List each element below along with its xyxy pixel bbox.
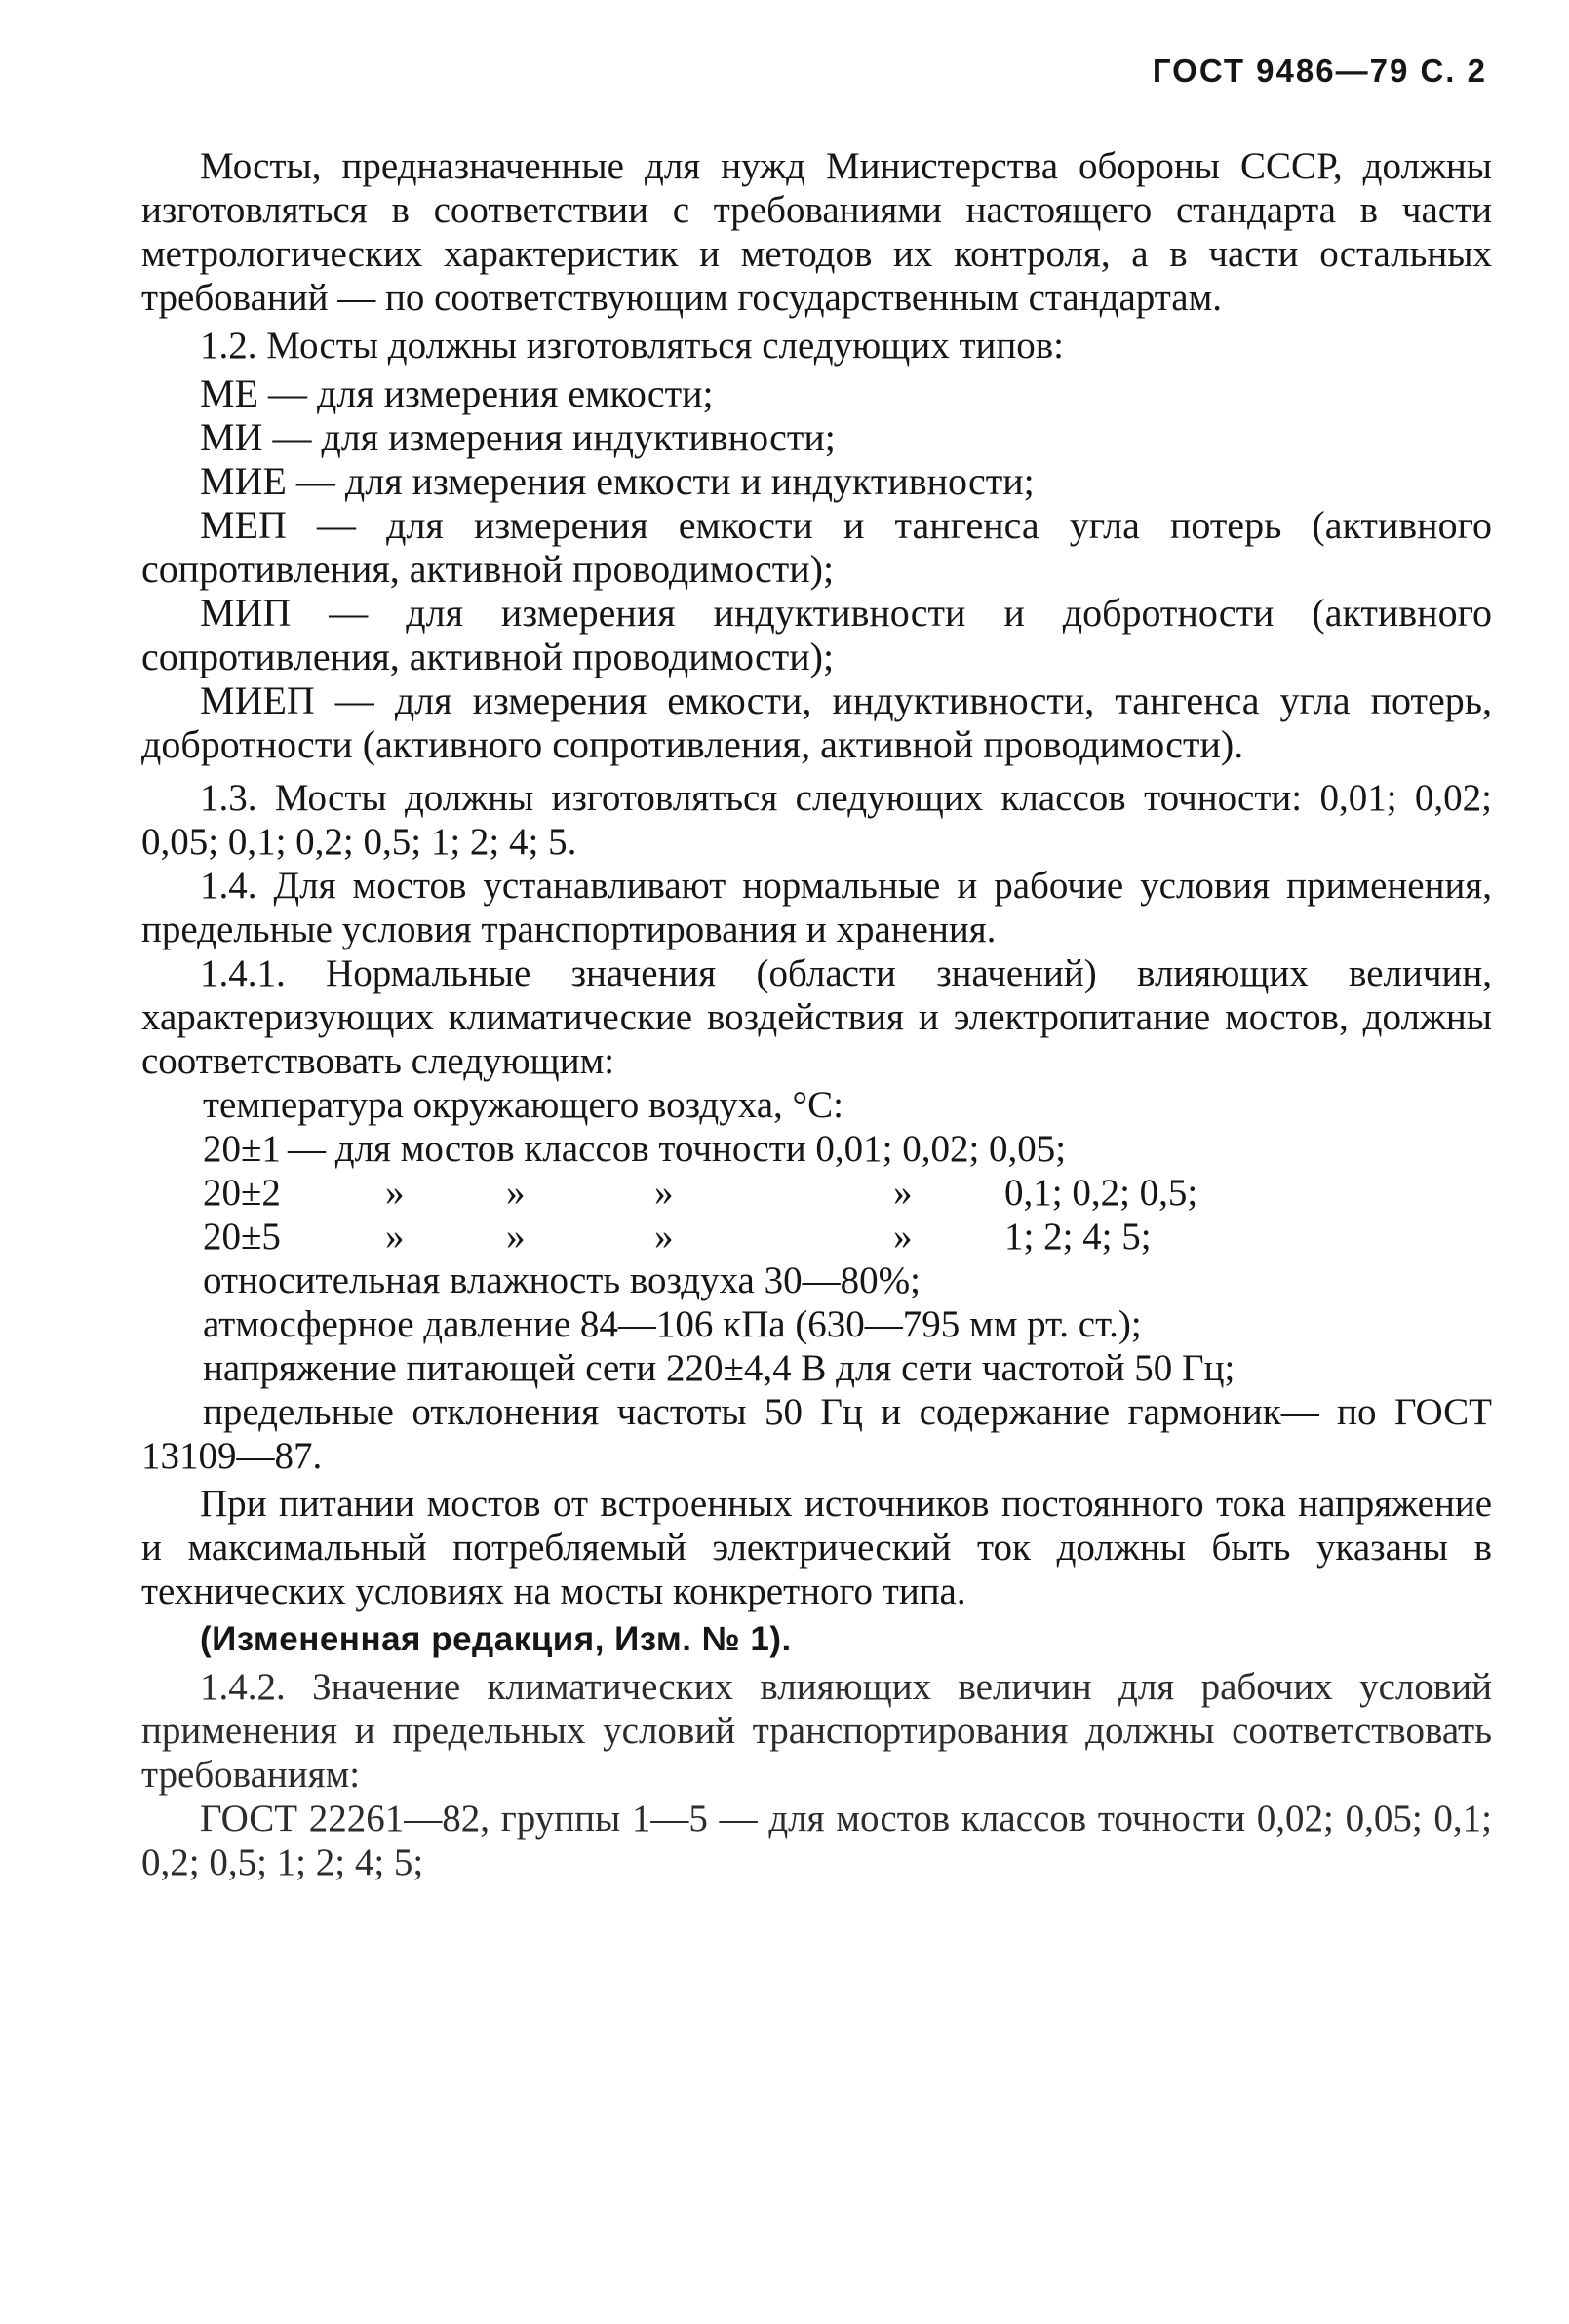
temperature-label: температура окружающего воздуха, °С:	[203, 1084, 843, 1126]
ditto-mark: »	[385, 1172, 405, 1214]
page-header: ГОСТ 9486—79 С. 2	[1152, 53, 1487, 89]
paragraph-1-4-1: 1.4.1. Нормальные значения (области значений) влияющих величин, характеризующих климатические воздействия и электропитание мостов, должны соответствовать следующим:	[141, 952, 1492, 1082]
paragraph-1-4: 1.4. Для мостов устанавливают нормальные и рабочие условия применения, предельные условия транспортирования и хранения.	[141, 865, 1492, 950]
list-item: МИП — для измерения индуктивности и добротности (активного сопротивления, активной проводимости);	[141, 591, 1492, 678]
voltage-line: напряжение питающей сети 220±4,4 В для сети частотой 50 Гц;	[203, 1347, 1236, 1389]
paragraph-1-3: 1.3. Мосты должны изготовляться следующих классов точности: 0,01; 0,02; 0,05; 0,1; 0,2; 0,5; 1; 2; 4; 5.	[141, 777, 1492, 863]
amendment-note: (Измененная редакция, Изм. № 1).	[200, 1620, 792, 1658]
list-item: МИ — для измерения индуктивности;	[200, 415, 836, 459]
paragraph-builtin-sources: При питании мостов от встроенных источников постоянного тока напряжение и максимальный потребляемый электрический ток должны быть указаны в технических условиях на мосты конкретного типа.	[141, 1483, 1492, 1612]
pressure-line: атмосферное давление 84—106 кПа (630—795 мм рт. ст.);	[203, 1303, 1142, 1345]
paragraph-intro: Мосты, предназначенные для нужд Министерства обороны СССР, должны изготовляться в соответствии с требованиями настоящего стандарта в части метрологических характеристик и методов их контроля, а в части остальных требований — по соответствующим государственным стандартам.	[141, 145, 1492, 319]
ditto-mark: »	[654, 1172, 674, 1214]
frequency-line: предельные отклонения частоты 50 Гц и содержание гармоник— по ГОСТ 13109—87.	[141, 1391, 1492, 1477]
temp-classes: 1; 2; 4; 5;	[1004, 1216, 1152, 1258]
list-item: МЕП — для измерения емкости и тангенса угла потерь (активного сопротивления, активной проводимости);	[141, 503, 1492, 591]
paragraph-gost-22261: ГОСТ 22261—82, группы 1—5 — для мостов классов точности 0,02; 0,05; 0,1; 0,2; 0,5; 1; 2; 4; 5;	[141, 1798, 1492, 1883]
ditto-mark: »	[654, 1216, 674, 1258]
types-list	[141, 371, 1492, 766]
table-row	[141, 1215, 1492, 1259]
paragraph-1-2: 1.2. Мосты должны изготовляться следующих типов:	[200, 325, 1064, 367]
ditto-mark: »	[893, 1172, 913, 1214]
temp-description: — для мостов классов точности 0,01; 0,02; 0,05;	[288, 1128, 1067, 1170]
list-item: МИЕП — для измерения емкости, индуктивности, тангенса угла потерь, добротности (активного сопротивления, активной проводимости).	[141, 678, 1492, 766]
temp-value: 20±5	[203, 1216, 281, 1258]
paragraph-1-4-2: 1.4.2. Значение климатических влияющих величин для рабочих условий применения и предельных условий транспортирования должны соответствовать требованиям:	[141, 1666, 1492, 1796]
ditto-mark: »	[893, 1216, 913, 1258]
table-row	[141, 1127, 1492, 1171]
document-body	[141, 144, 1492, 1884]
humidity-line: относительная влажность воздуха 30—80%;	[203, 1259, 921, 1301]
list-item: МИЕ — для измерения емкости и индуктивности;	[200, 459, 1035, 503]
ditto-mark: »	[506, 1216, 526, 1258]
list-item: МЕ — для измерения емкости;	[200, 371, 714, 415]
ditto-mark: »	[506, 1172, 526, 1214]
temp-value: 20±2	[203, 1172, 281, 1214]
table-row	[141, 1171, 1492, 1215]
ditto-mark: »	[385, 1216, 405, 1258]
temp-value: 20±1	[203, 1128, 281, 1170]
temp-classes: 0,1; 0,2; 0,5;	[1004, 1172, 1198, 1214]
